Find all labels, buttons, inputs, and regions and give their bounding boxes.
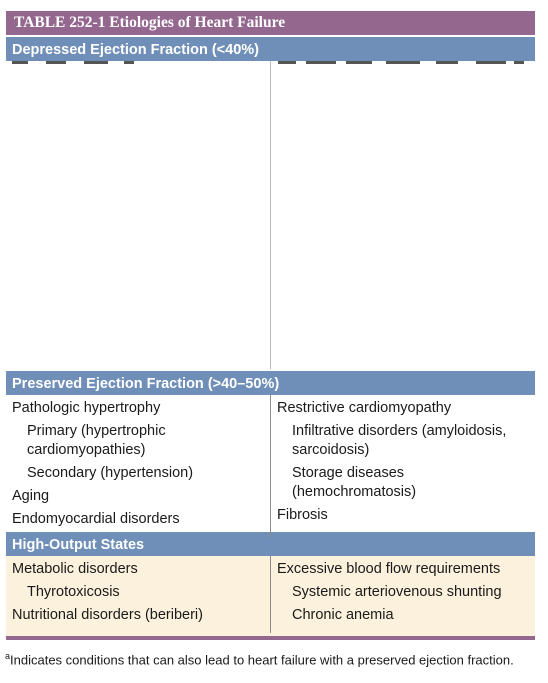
high-output-left-column	[6, 556, 271, 633]
preserved-left-column	[6, 395, 271, 537]
table-cell-item: Restrictive cardiomyopathy	[277, 400, 452, 416]
table-cell-item: Infiltrative disorders (amyloidosis, sarcoidosis)	[292, 423, 507, 458]
table-cell-item: Secondary (hypertension)	[27, 465, 194, 481]
table-footnote	[5, 648, 535, 668]
table-cell-item: Thyrotoxicosis	[27, 584, 120, 600]
high-output-band	[6, 556, 535, 636]
table-cell-item: Primary (hypertrophic cardiomyopathies)	[27, 423, 166, 458]
footnote-marker: a	[5, 651, 11, 661]
depressed-content-area	[6, 61, 535, 369]
column-divider	[270, 61, 271, 369]
table-cell-item: Pathologic hypertrophy	[12, 400, 161, 416]
high-output-right-column	[271, 556, 535, 633]
preserved-right-column	[271, 395, 535, 537]
etiologies-table	[6, 11, 535, 640]
section-header-high-output: High-Output States	[6, 530, 535, 556]
table-cell-item: Systemic arteriovenous shunting	[292, 584, 502, 600]
table-cell-item: Storage diseases (hemochromatosis)	[292, 465, 417, 500]
table-cell-item: Fibrosis	[277, 507, 328, 523]
table-bottom-rule	[6, 636, 535, 640]
section-header-depressed: Depressed Ejection Fraction (<40%)	[6, 35, 535, 61]
preserved-band	[6, 395, 535, 530]
table-title: TABLE 252-1 Etiologies of Heart Failure	[6, 11, 535, 35]
table-cell-item: Nutritional disorders (beriberi)	[12, 607, 203, 623]
table-cell-item: Endomyocardial disorders	[12, 511, 180, 527]
table-cell-item: Metabolic disorders	[12, 561, 138, 577]
section-header-preserved: Preserved Ejection Fraction (>40–50%)	[6, 369, 535, 395]
table-cell-item: Chronic anemia	[292, 607, 394, 623]
table-cell-item: Aging	[12, 488, 50, 504]
footnote-text: Indicates conditions that can also lead to heart failure with a preserved ejection fraction.	[10, 652, 514, 668]
table-cell-item: Excessive blood flow requirements	[277, 561, 501, 577]
